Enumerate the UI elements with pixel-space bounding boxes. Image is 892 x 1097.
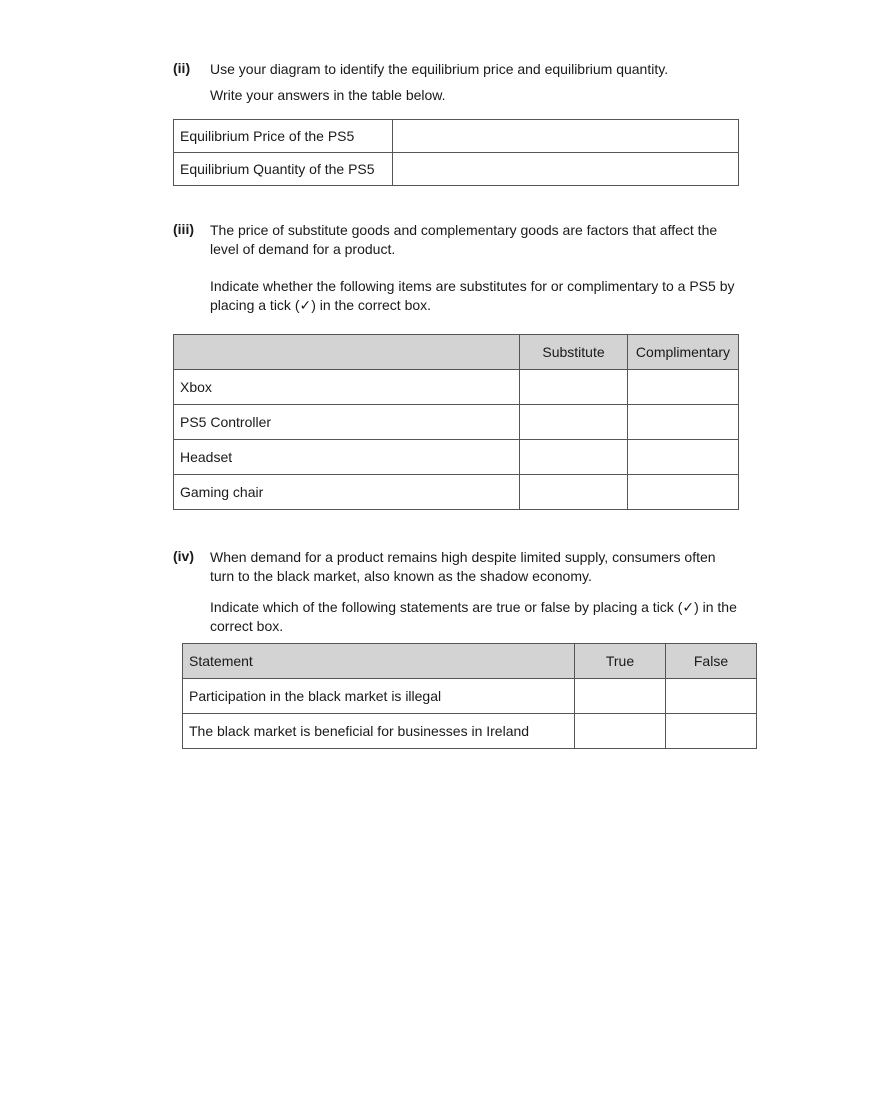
header-false: False <box>666 644 757 679</box>
question-instruction: Write your answers in the table below. <box>210 87 446 103</box>
row-label: Equilibrium Quantity of the PS5 <box>174 153 393 186</box>
tick-box-true[interactable] <box>575 714 666 749</box>
tick-box-false[interactable] <box>666 679 757 714</box>
table-row <box>174 153 739 186</box>
question-label: (ii) <box>173 60 191 76</box>
tick-box-complimentary[interactable] <box>628 440 739 475</box>
tick-box-substitute[interactable] <box>520 370 628 405</box>
item-label: PS5 Controller <box>174 405 520 440</box>
header-cell <box>174 335 520 370</box>
row-label: Equilibrium Price of the PS5 <box>174 120 393 153</box>
table-row <box>174 370 739 405</box>
question-text: The price of substitute goods and complementary goods are factors that affect the <box>210 222 718 238</box>
item-label: Headset <box>174 440 520 475</box>
question-text: turn to the black market, also known as the shadow economy. <box>210 568 592 584</box>
tick-box-substitute[interactable] <box>520 405 628 440</box>
table-row <box>174 440 739 475</box>
tick-box-complimentary[interactable] <box>628 370 739 405</box>
table-row <box>174 405 739 440</box>
header-statement: Statement <box>183 644 575 679</box>
statement-label: Participation in the black market is illegal <box>183 679 575 714</box>
table-row <box>174 475 739 510</box>
tick-box-complimentary[interactable] <box>628 475 739 510</box>
answer-cell[interactable] <box>393 120 739 153</box>
question-label: (iv) <box>173 548 194 564</box>
header-complimentary: Complimentary <box>628 335 739 370</box>
table-row <box>183 679 757 714</box>
tick-box-complimentary[interactable] <box>628 405 739 440</box>
tick-box-false[interactable] <box>666 714 757 749</box>
tick-box-substitute[interactable] <box>520 475 628 510</box>
question-text: Use your diagram to identify the equilibrium price and equilibrium quantity. <box>210 61 669 77</box>
header-true: True <box>575 644 666 679</box>
question-instruction: Indicate whether the following items are substitutes for or complimentary to a PS5 by <box>210 278 735 294</box>
table-row <box>174 120 739 153</box>
question-instruction: placing a tick (✓) in the correct box. <box>210 297 432 313</box>
question-instruction: Indicate which of the following statements are true or false by placing a tick (✓) in the <box>210 599 737 615</box>
tick-box-substitute[interactable] <box>520 440 628 475</box>
substitute-complement-table <box>173 334 739 510</box>
statement-label: The black market is beneficial for businesses in Ireland <box>183 714 575 749</box>
true-false-table <box>182 643 757 749</box>
equilibrium-table <box>173 119 739 186</box>
question-text: level of demand for a product. <box>210 241 396 257</box>
table-header-row <box>174 335 739 370</box>
item-label: Xbox <box>174 370 520 405</box>
table-row <box>183 714 757 749</box>
item-label: Gaming chair <box>174 475 520 510</box>
tick-box-true[interactable] <box>575 679 666 714</box>
question-text: When demand for a product remains high despite limited supply, consumers often <box>210 549 716 565</box>
table-header-row <box>183 644 757 679</box>
answer-cell[interactable] <box>393 153 739 186</box>
header-substitute: Substitute <box>520 335 628 370</box>
question-label: (iii) <box>173 221 194 237</box>
question-instruction: correct box. <box>210 618 284 634</box>
